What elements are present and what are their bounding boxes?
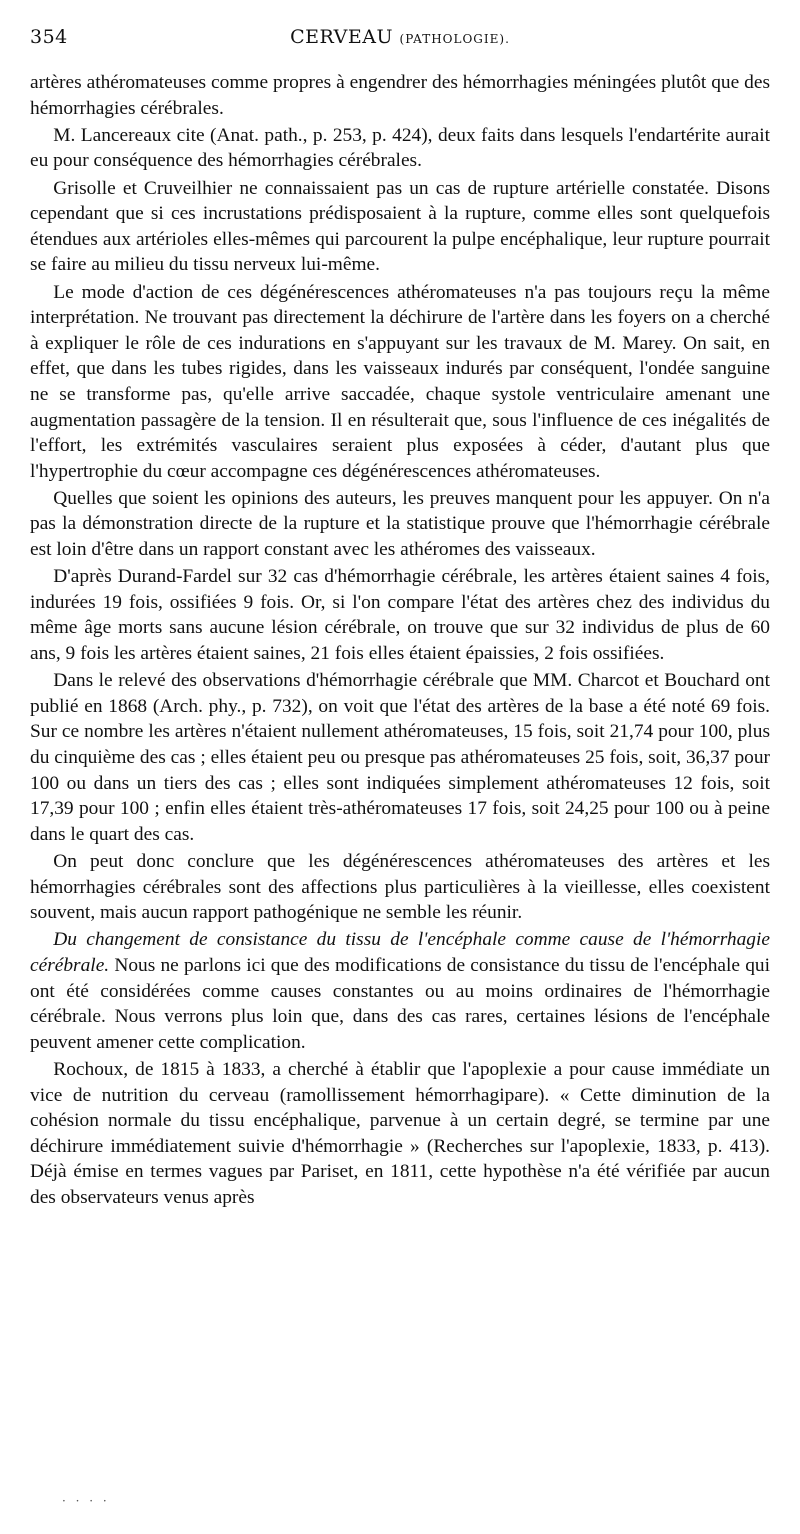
body-text xyxy=(30,70,770,1210)
page-number: 354 xyxy=(30,26,68,48)
italic-heading: Du changement de consistance du tissu de l'encéphale comme cause de l'hémorrhagie cérébrale. xyxy=(30,929,770,976)
paragraph: Dans le relevé des observations d'hémorrhagie cérébrale que MM. Charcot et Bouchard ont publié en 1868 (Arch. phy., p. 732), on voit que l'état des artères de la base a été noté 69 fois. Sur ce nombre les artères n'étaient nullement athéromateuses, 15 fois, soit 21,74 pour 100, plus du cinquième des cas ; elles étaient peu ou presque pas athéromateuses 25 fois, soit, 36,37 pour 100 ou dans un tiers des cas ; elles sont indiquées simplement athéromateuses 12 fois, soit 17,39 pour 100 ; enfin elles étaient très-athéromateuses 17 fois, soit 24,25 pour 100 ou à peine dans le quart des cas. xyxy=(30,670,770,845)
paragraph: artères athéromateuses comme propres à engendrer des hémorrhagies méningées plutôt que des hémorrhagies cérébrales. xyxy=(30,72,770,119)
footer-marks: · · · · xyxy=(62,1494,110,1508)
running-head xyxy=(30,26,770,56)
running-title-main: CERVEAU xyxy=(290,26,393,48)
paragraph: Le mode d'action de ces dégénérescences athéromateuses n'a pas toujours reçu la même interprétation. Ne trouvant pas directement la déchirure de l'artère dans les foyers on a cherché à expliquer le rôle de ces indurations en s'appuyant sur les travaux de M. Marey. On sait, en effet, que dans les tubes rigides, dans les vaisseaux indurés par conséquent, l'ondée sanguine ne se transforme pas, qu'elle arrive saccadée, chaque systole ventriculaire amenant une augmentation passagère de la tension. Il en résulterait que, sous l'influence de ces inégalités de l'effort, les extrémités vasculaires seraient plus exposées à céder, d'autant plus que l'hypertrophie du cœur accompagne ces dégénérescences athéromateuses. xyxy=(30,281,770,482)
paragraph: On peut donc conclure que les dégénérescences athéromateuses des artères et les hémorrhagies cérébrales sont des affections plus particulières à la vieillesse, elles coexistent souvent, mais aucun rapport pathogénique ne semble les réunir. xyxy=(30,850,770,924)
paragraph-with-italic-heading xyxy=(30,927,770,1055)
paragraph: Quelles que soient les opinions des auteurs, les preuves manquent pour les appuyer. On n'a pas la démonstration directe de la rupture et la statistique prouve que l'hémorrhagie cérébrale est loin d'être dans un rapport constant avec les athéromes des vaisseaux. xyxy=(30,487,770,561)
paragraph: D'après Durand-Fardel sur 32 cas d'hémorrhagie cérébrale, les artères étaient saines 4 fois, indurées 19 fois, ossifiées 9 fois. Or, si l'on compare l'état des artères chez des individus du même âge morts sans aucune lésion cérébrale, on trouve que sur 32 individus de plus de 60 ans, 9 fois les artères étaient saines, 21 fois elles étaient épaissies, 2 fois ossifiées. xyxy=(30,566,770,665)
running-title xyxy=(30,26,770,48)
paragraph: Rochoux, de 1815 à 1833, a cherché à établir que l'apoplexie a pour cause immédiate un vice de nutrition du cerveau (ramollissement hémorrhagipare). « Cette diminution de la cohésion normale du tissu encéphalique, parvenue à un certain degré, se termine par une déchirure immédiatement suivie d'hémorrhagie » (Recherches sur l'apoplexie, 1833, p. 413). Déjà émise en termes vagues par Pariset, en 1811, cette hypothèse n'a été vérifiée par aucun des observateurs venus après xyxy=(30,1058,770,1208)
paragraph: M. Lancereaux cite (Anat. path., p. 253, p. 424), deux faits dans lesquels l'endartérite aurait eu pour conséquence des hémorrhagies cérébrales. xyxy=(30,124,770,172)
paragraph: Grisolle et Cruveilhier ne connaissaient pas un cas de rupture artérielle constatée. Disons cependant que si ces incrustations prédisposaient à la rupture, comme elles sont quelquefois étendues aux artérioles elles-mêmes qui parcourent la pulpe encéphalique, leur rupture pourrait se faire au milieu du tissu nerveux lui-même. xyxy=(30,177,770,276)
paragraph-body: Nous ne parlons ici que des modifications de consistance du tissu de l'encéphale qui ont été considérées comme causes constantes ou au moins ordinaires de l'hémorrhagie cérébrale. Nous verrons plus loin que, dans des cas rares, certaines lésions de l'encéphale peuvent amener cette complication. xyxy=(30,954,770,1053)
running-title-sub: (PATHOLOGIE). xyxy=(399,32,510,46)
